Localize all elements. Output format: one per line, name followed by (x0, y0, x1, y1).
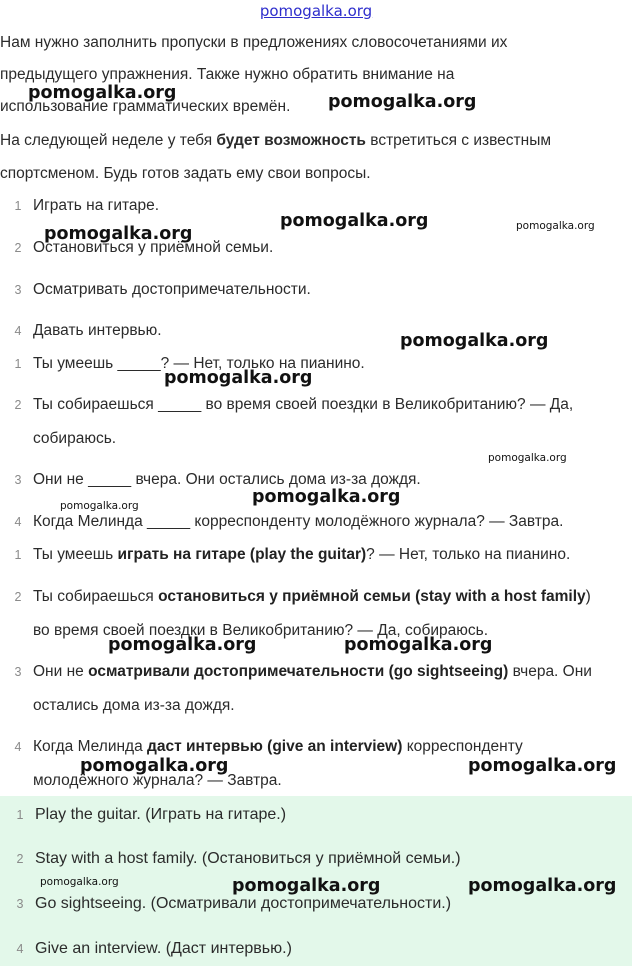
item-number: 3 (14, 665, 22, 679)
task-text-after: встретиться с известным (365, 132, 551, 149)
watermark: pomogalka.org (344, 635, 493, 655)
translation-text: Stay with a host family. (Остановиться у приёмной семьи.) (35, 850, 461, 867)
watermark: pomogalka.org (468, 876, 617, 896)
answer-post: ) (585, 588, 591, 605)
answer-pre: Когда Мелинда (33, 738, 148, 755)
item-number: 4 (16, 942, 24, 956)
answer-pre: Ты собираешься (33, 588, 159, 605)
item-number: 2 (14, 241, 22, 255)
answer-bold: остановиться у приёмной семьи (stay with a host family (158, 588, 586, 605)
watermark: pomogalka.org (400, 331, 549, 351)
item-number: 4 (14, 324, 22, 338)
task-line-1 (0, 124, 620, 158)
watermark: pomogalka.org (108, 635, 257, 655)
item-number: 1 (14, 199, 22, 213)
task-text-bold: будет возможность (216, 132, 366, 149)
answer-post: ? — Нет, только на пианино. (366, 546, 571, 563)
item-number: 3 (16, 897, 24, 911)
phrase-text: Остановиться у приёмной семьи. (33, 239, 274, 256)
item-number: 2 (16, 852, 24, 866)
watermark: pomogalka.org (468, 756, 617, 776)
item-number: 2 (14, 398, 22, 412)
intro-line-2: предыдущего упражнения. Также нужно обратить внимание на (0, 66, 455, 83)
question-text: Они не _____ вчера. Они остались дома из-за дождя. (33, 471, 421, 488)
answer-bold: играть на гитаре (play the guitar) (117, 546, 367, 563)
task-line-2: спортсменом. Будь готов задать ему свои вопросы. (0, 165, 371, 182)
phrase-text: Осматривать достопримечательности. (33, 281, 311, 298)
item-number: 1 (16, 808, 24, 822)
translation-text: Play the guitar. (Играть на гитаре.) (35, 806, 287, 823)
site-header-link[interactable]: pomogalka.org (259, 2, 373, 20)
question-text-line-2: собираюсь. (33, 430, 117, 447)
item-number: 4 (14, 515, 22, 529)
question-text: Ты умеешь _____? — Нет, только на пианино. (33, 355, 365, 372)
answer-text (33, 538, 625, 572)
item-number: 3 (14, 283, 22, 297)
translation-text: Go sightseeing. (Осматривали достопримечательности.) (35, 895, 452, 912)
answer-text-line-2: молодёжного журнала? — Завтра. (33, 772, 282, 789)
answer-text-line-2: во время своей поездки в Великобританию? — Да, собираюсь. (33, 622, 489, 639)
intro-line-1: Нам нужно заполнить пропуски в предложениях словосочетаниями их (0, 34, 508, 51)
item-number: 2 (14, 590, 22, 604)
phrase-text: Давать интервью. (33, 322, 162, 339)
watermark: pomogalka.org (328, 92, 477, 112)
question-text: Когда Мелинда _____ корреспонденту молодёжного журнала? — Завтра. (33, 513, 564, 530)
watermark: pomogalka.org (488, 452, 567, 464)
watermark: pomogalka.org (252, 487, 401, 507)
intro-line-3: использование грамматических времён. (0, 98, 291, 115)
watermark: pomogalka.org (164, 368, 313, 388)
item-number: 4 (14, 740, 22, 754)
answer-text (33, 580, 625, 614)
question-text: Ты собираешься _____ во время своей поездки в Великобританию? — Да, (33, 396, 574, 413)
item-number: 1 (14, 548, 22, 562)
answer-text-line-2: остались дома из-за дождя. (33, 697, 235, 714)
task-text-before: На следующей неделе у тебя (0, 132, 217, 149)
item-number: 3 (14, 473, 22, 487)
answer-post: корреспонденту (402, 738, 523, 755)
translation-text: Give an interview. (Даст интервью.) (35, 940, 292, 957)
watermark: pomogalka.org (80, 756, 229, 776)
answer-pre: Они не (33, 663, 89, 680)
watermark: pomogalka.org (232, 876, 381, 896)
answer-post: вчера. Они (508, 663, 592, 680)
watermark: pomogalka.org (516, 220, 595, 232)
item-number: 1 (14, 357, 22, 371)
watermark: pomogalka.org (40, 876, 119, 888)
watermark: pomogalka.org (280, 211, 429, 231)
watermark: pomogalka.org (60, 500, 139, 512)
phrase-text: Играть на гитаре. (33, 197, 160, 214)
watermark: pomogalka.org (28, 83, 177, 103)
answer-pre: Ты умеешь (33, 546, 118, 563)
answer-text (33, 655, 625, 689)
watermark: pomogalka.org (44, 224, 193, 244)
answer-bold: даст интервью (give an interview) (147, 738, 403, 755)
answer-bold: осматривали достопримечательности (go sightseeing) (88, 663, 509, 680)
